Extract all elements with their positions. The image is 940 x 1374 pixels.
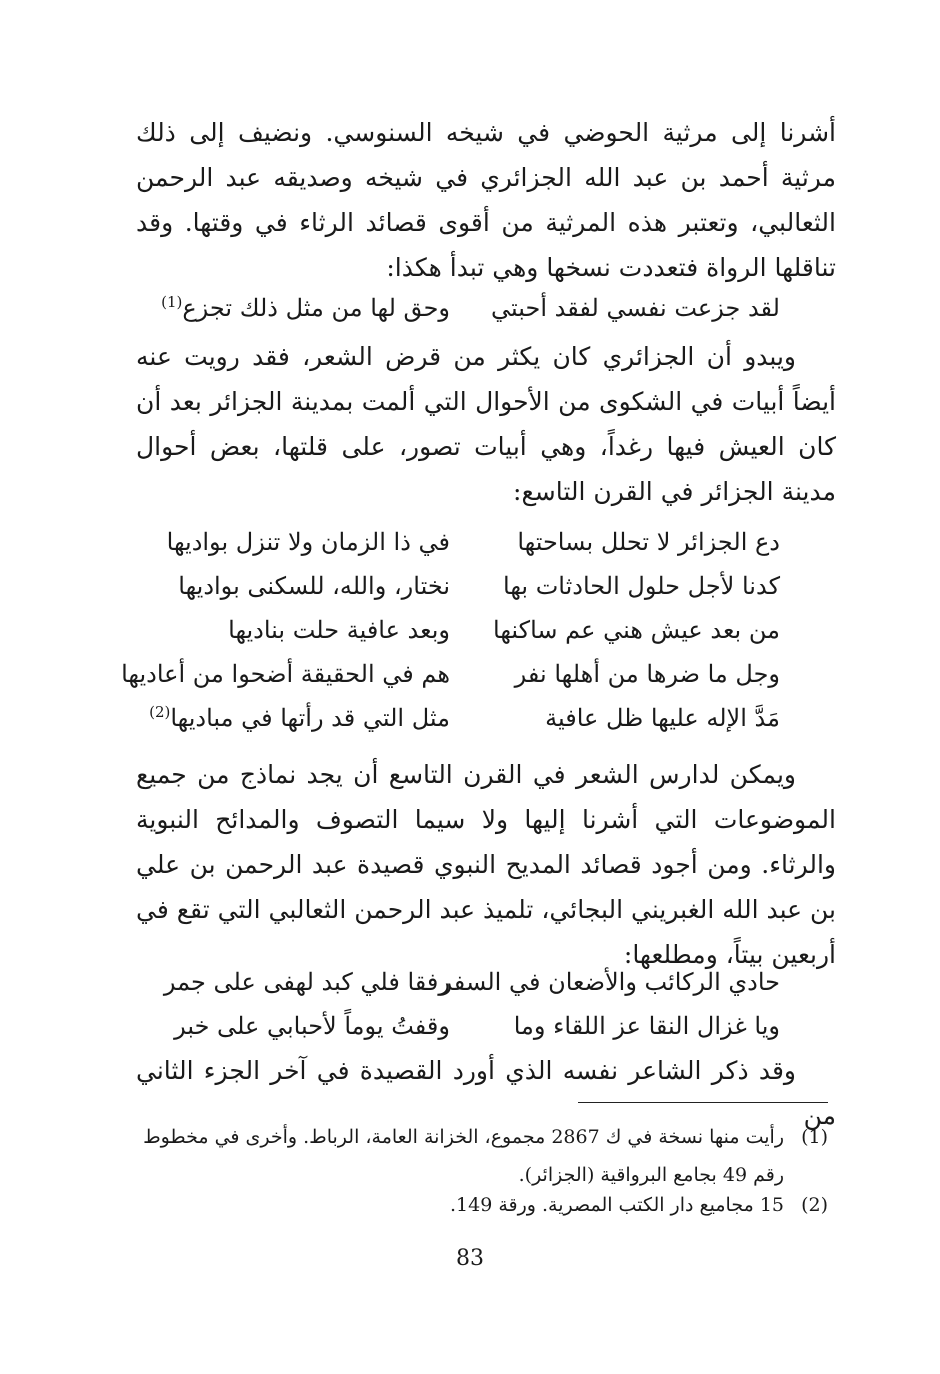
verse-hemistich-first: حادي الركائب والأضعان في السفر [440,968,780,996]
verse-line-7 [140,962,780,1002]
verse-hemistich-first: كدنا لأجل حلول الحادثات بها [503,572,780,600]
verse-hemistich-first: مَدَّ الإله عليها ظل عافية [545,704,780,732]
verse-hemistich-second: رفقا فلي كبد لهفى على جمر [163,968,450,996]
verse-hemistich-first: ويا غزال النقا عز اللقاء وما [513,1012,780,1040]
verse-line-4 [140,610,780,650]
footnote-1 [128,1118,828,1194]
footnote-number: (2) [801,1194,828,1216]
verse-line-3 [140,566,780,606]
paragraph-3: ويمكن لدارس الشعر في القرن التاسع أن يجد نماذج من جميع الموضوعات التي أشرنا إليها ولا سيما التصوف والمدائح النبوية والرثاء. ومن أجود قصائد المديح النبوي قصيدة عبد الرحمن بن علي بن عبد الله الغبريني البجائي، تلميذ عبد الرحمن الثعالبي التي تقع في أربعين بيتاً، ومطلعها: [136,760,836,969]
paragraph-4: وقد ذكر الشاعر نفسه الذي أورد القصيدة في آخر الجزء الثاني من [136,1056,836,1130]
footnote-text: 15 مجاميع دار الكتب المصرية. ورقة 149. [449,1194,784,1216]
verse-hemistich-second: نختار، والله، للسكنى بواديها [178,572,450,600]
verse-hemistich-first: دع الجزائر لا تحلل بساحتها [517,528,780,556]
footnote-2 [128,1186,828,1224]
verse-hemistich-second [140,698,450,738]
footnote-marker: (1) [161,293,183,311]
paragraph-1: أشرنا إلى مرثية الحوضي في شيخه السنوسي. ونضيف إلى ذلك مرثية أحمد بن عبد الله الجزائري في شيخه وصديقه عبد الرحمن الثعالبي، وتعتبر هذه المرثية من أقوى قصائد الرثاء في وقتها. وقد تناقلها الرواة فتعددت نسخها وهي تبدأ هكذا: [136,118,836,282]
page-number: 83 [456,1246,484,1271]
verse-hemistich-text: مثل التي قد رأتها في مباديها [170,704,450,732]
verse-hemistich-second: وقفتُ يوماً لأحبابي على خبر [174,1012,450,1040]
verse-hemistich-first: وجل ما ضرها من أهلها نفر [514,660,780,688]
paragraph-2: ويبدو أن الجزائري كان يكثر من قرض الشعر، فقد رويت عنه أيضاً أبيات في الشكوى من الأحوال التي ألمت بمدينة الجزائر بعد أن كان العيش فيها رغداً، وهي أبيات تصور، على قلتها، بعض أحوال مدينة الجزائر في القرن التاسع: [136,342,836,506]
footnote-text-continued: رقم 49 بجامع البرواقية (الجزائر). [518,1164,784,1186]
footnote-divider [578,1102,828,1103]
verse-line-1 [140,288,780,328]
verse-hemistich-text: وحق لها من مثل ذلك تجزع [182,294,450,322]
verse-line-5 [121,654,780,694]
footnote-marker: (2) [149,703,171,721]
verse-line-8 [140,1006,780,1046]
verse-line-2 [140,522,780,562]
verse-hemistich-second: في ذا الزمان ولا تنزل بواديها [166,528,450,556]
footnote-number: (1) [801,1126,828,1148]
verse-line-6 [140,698,780,738]
verse-hemistich-second [140,288,450,328]
footnote-text: رأيت منها نسخة في ك 2867 مجموع، الخزانة العامة، الرباط. وأخرى في مخطوط [143,1126,784,1148]
verse-hemistich-first: من بعد عيش هني عم ساكنها [493,616,780,644]
verse-hemistich-second: هم في الحقيقة أضحوا من أعاديها [121,660,450,688]
verse-hemistich-second: وبعد عافية حلت بناديها [228,616,450,644]
verse-hemistich-first: لقد جزعت نفسي لفقد أحبتي [491,294,780,322]
